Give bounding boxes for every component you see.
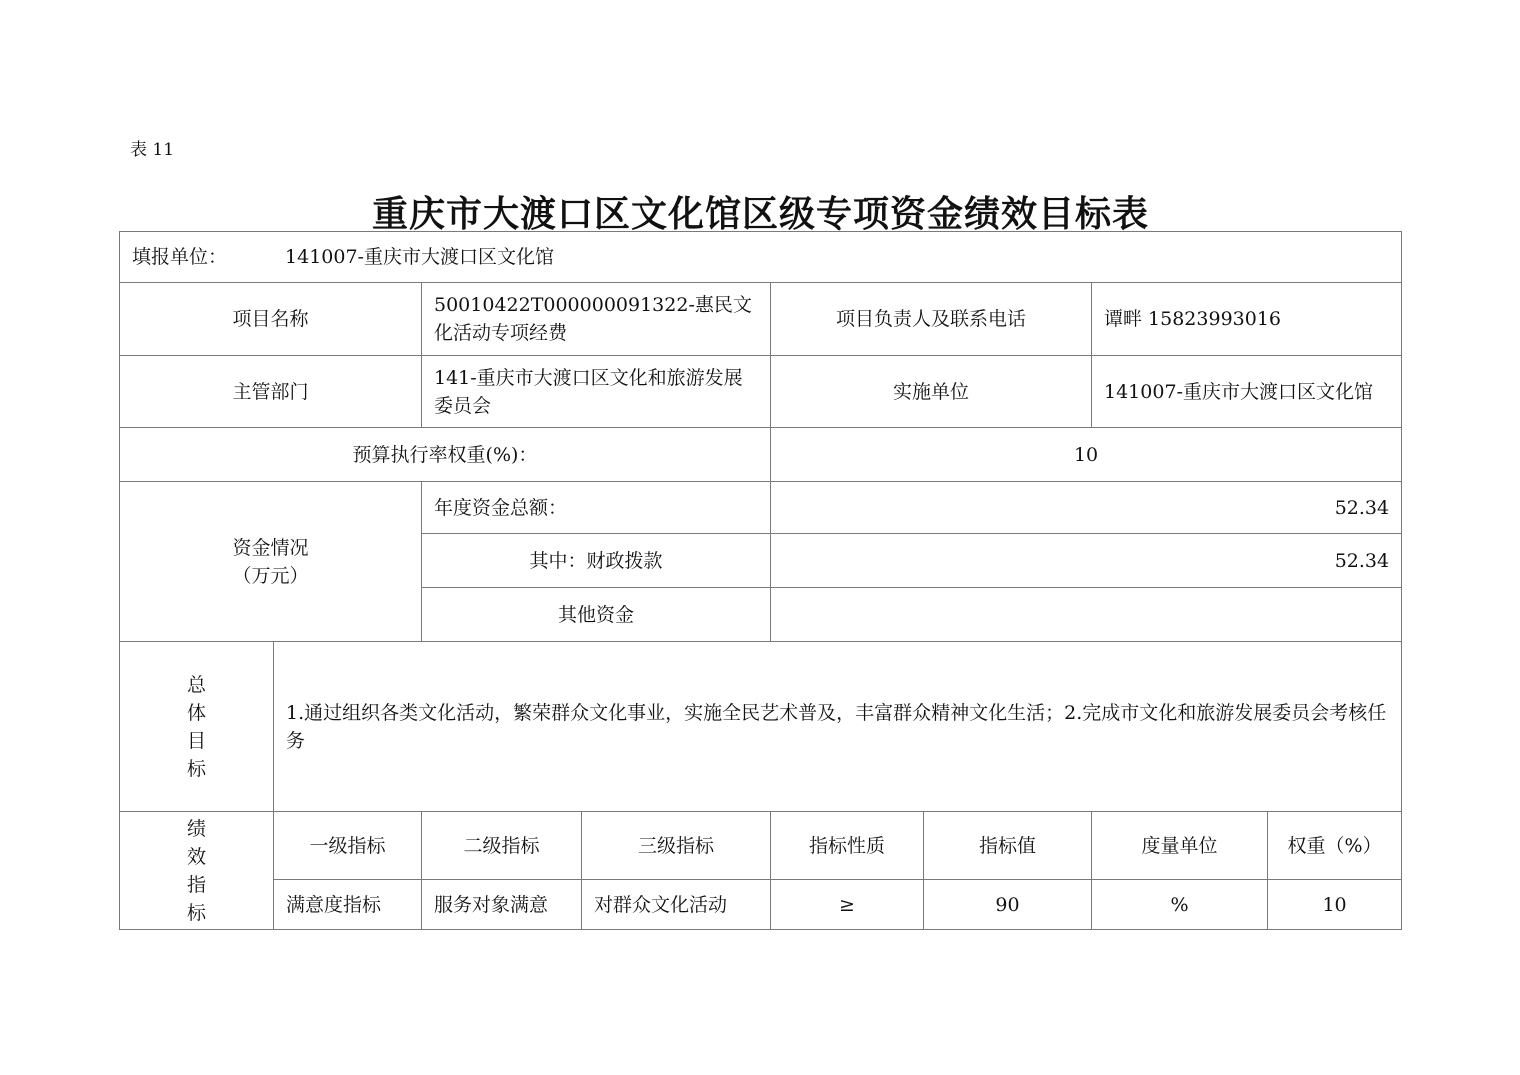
overall-goal-label xyxy=(120,642,274,812)
funds-label-line1: 资金情况 xyxy=(232,536,309,559)
implementing-unit-label: 实施单位 xyxy=(771,356,1092,428)
indicator-label-char: 指 xyxy=(186,873,206,896)
indicator-label-char: 绩 xyxy=(186,817,206,840)
header-nature: 指标性质 xyxy=(771,812,924,880)
goal-label-char: 标 xyxy=(186,757,206,780)
fiscal-funds-label: 其中：财政拨款 xyxy=(422,534,771,588)
goal-label-char: 总 xyxy=(186,673,206,696)
table-row xyxy=(120,880,1402,930)
project-contact-label: 项目负责人及联系电话 xyxy=(771,283,1092,356)
reporting-unit-row xyxy=(120,232,1402,283)
goal-label-char: 目 xyxy=(186,729,206,752)
indicator-level3: 对群众文化活动 xyxy=(582,880,771,930)
annual-funds-value: 52.34 xyxy=(771,482,1402,534)
indicator-label-char: 效 xyxy=(186,845,206,868)
project-name-value: 50010422T000000091322-惠民文化活动专项经费 xyxy=(422,283,771,356)
header-value: 指标值 xyxy=(924,812,1092,880)
overall-goal-row xyxy=(120,642,1402,812)
budget-weight-value: 10 xyxy=(771,428,1402,482)
implementing-unit-value: 141007-重庆市大渡口区文化馆 xyxy=(1092,356,1402,428)
indicator-weight: 10 xyxy=(1268,880,1402,930)
document-title: 重庆市大渡口区文化馆区级专项资金绩效目标表 xyxy=(371,194,1149,235)
funds-label-line2: （万元） xyxy=(232,564,309,587)
indicators-label xyxy=(120,812,274,930)
header-weight: 权重（%） xyxy=(1268,812,1402,880)
funds-label xyxy=(120,482,422,642)
project-name-row xyxy=(120,283,1402,356)
reporting-unit-label: 填报单位： xyxy=(132,246,228,268)
indicator-nature: ≥ xyxy=(771,880,924,930)
indicator-header-row xyxy=(120,812,1402,880)
other-funds-label: 其他资金 xyxy=(422,588,771,642)
annual-funds-label: 年度资金总额： xyxy=(422,482,771,534)
goal-label-char: 体 xyxy=(186,701,206,724)
reporting-unit-cell xyxy=(120,232,1402,283)
table-number: 表 11 xyxy=(130,140,175,160)
indicator-level1: 满意度指标 xyxy=(274,880,422,930)
indicator-unit: % xyxy=(1092,880,1268,930)
other-funds-value xyxy=(771,588,1402,642)
department-row xyxy=(120,356,1402,428)
department-value: 141-重庆市大渡口区文化和旅游发展委员会 xyxy=(422,356,771,428)
budget-weight-label: 预算执行率权重(%)： xyxy=(120,428,771,482)
fiscal-funds-value: 52.34 xyxy=(771,534,1402,588)
funds-annual-row xyxy=(120,482,1402,534)
header-level3: 三级指标 xyxy=(582,812,771,880)
budget-weight-row xyxy=(120,428,1402,482)
reporting-unit-value: 141007-重庆市大渡口区文化馆 xyxy=(285,246,554,268)
header-level1: 一级指标 xyxy=(274,812,422,880)
indicator-level2: 服务对象满意 xyxy=(422,880,582,930)
project-name-label: 项目名称 xyxy=(120,283,422,356)
project-contact-value: 谭畔 15823993016 xyxy=(1092,283,1402,356)
performance-target-table xyxy=(119,231,1402,930)
overall-goal-text: 1.通过组织各类文化活动，繁荣群众文化事业，实施全民艺术普及，丰富群众精神文化生活；2.完成市文化和旅游发展委员会考核任务 xyxy=(274,642,1402,812)
header-unit: 度量单位 xyxy=(1092,812,1268,880)
indicator-label-char: 标 xyxy=(186,901,206,924)
indicator-value: 90 xyxy=(924,880,1092,930)
department-label: 主管部门 xyxy=(120,356,422,428)
header-level2: 二级指标 xyxy=(422,812,582,880)
